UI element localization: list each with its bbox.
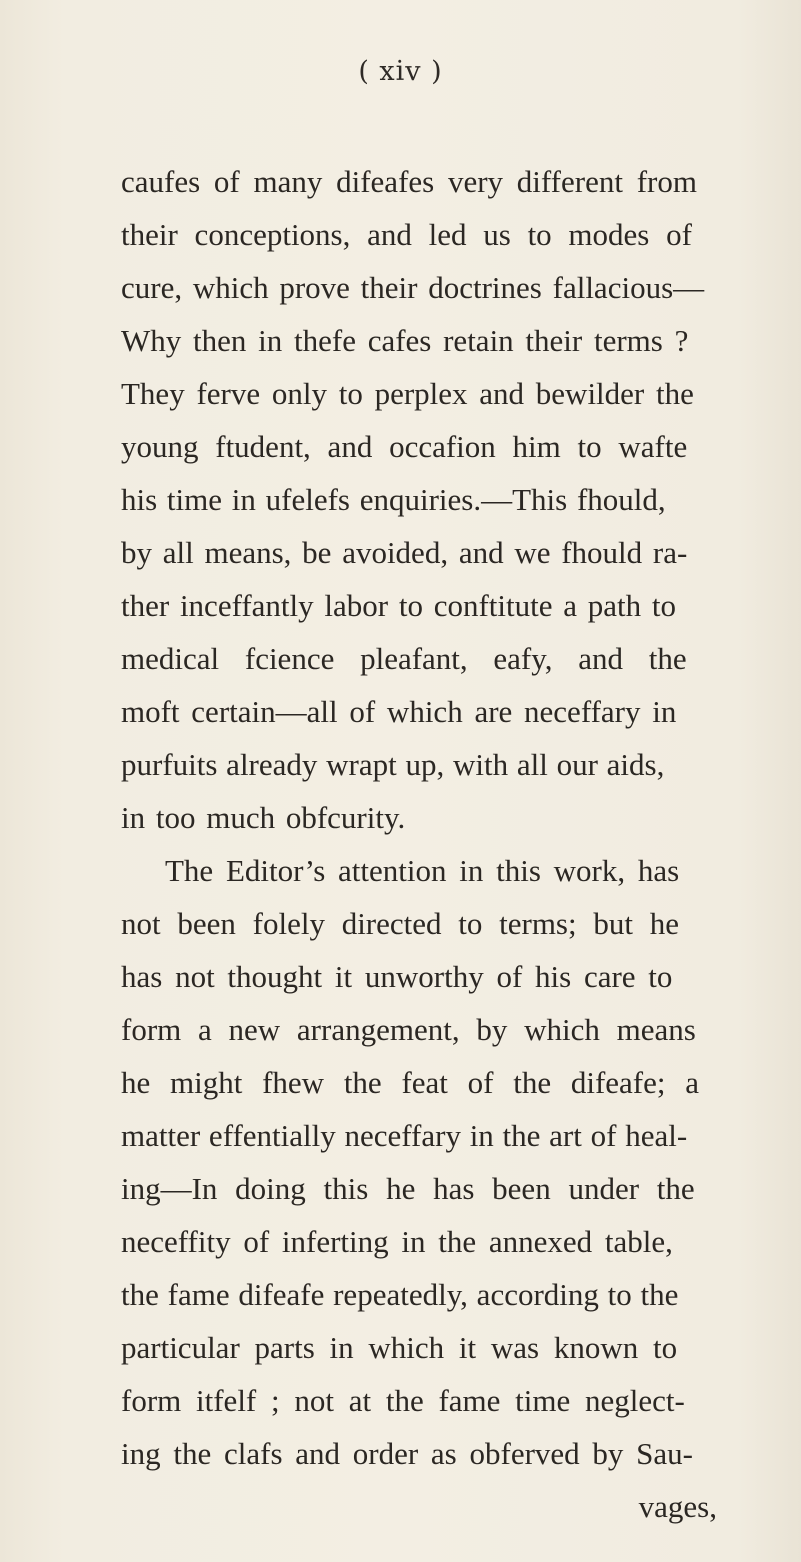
text-line: his time in ufelefs enquiries.—This fhould, <box>121 482 666 517</box>
text-line: caufes of many difeafes very different from <box>121 164 697 199</box>
text-line: has not thought it unworthy of his care to <box>121 959 673 994</box>
text-line: ing the clafs and order as obferved by Sau- <box>121 1436 693 1471</box>
text-line: They ferve only to perplex and bewilder the <box>121 376 694 411</box>
text-line: not been folely directed to terms; but he <box>121 906 679 941</box>
text-line: he might fhew the feat of the difeafe; a <box>121 1065 699 1100</box>
text-line: neceffity of inferting in the annexed table, <box>121 1224 673 1259</box>
catchword: vages, <box>638 1489 717 1524</box>
text-line: ther inceffantly labor to conftitute a path to <box>121 588 676 623</box>
text-line: purfuits already wrapt up, with all our aids, <box>121 747 665 782</box>
text-line: The Editor’s attention in this work, has <box>165 853 680 888</box>
text-line: form itfelf ; not at the fame time neglect- <box>121 1383 685 1418</box>
text-line: by all means, be avoided, and we fhould ra- <box>121 535 688 570</box>
text-line: particular parts in which it was known to <box>121 1330 678 1365</box>
text-line: matter effentially neceffary in the art of heal- <box>121 1118 688 1153</box>
text-line: moft certain—all of which are neceffary in <box>121 694 677 729</box>
text-line: ing—In doing this he has been under the <box>121 1171 695 1206</box>
text-line: their conceptions, and led us to modes of <box>121 217 692 252</box>
text-line: young ftudent, and occafion him to wafte <box>121 429 688 464</box>
text-line: Why then in thefe cafes retain their terms ? <box>121 323 689 358</box>
text-line: the fame difeafe repeatedly, according to the <box>121 1277 679 1312</box>
text-line: cure, which prove their doctrines fallacious— <box>121 270 705 305</box>
text-line: form a new arrangement, by which means <box>121 1012 696 1047</box>
text-line: in too much obfcurity. <box>121 800 406 835</box>
text-line: medical fcience pleafant, eafy, and the <box>121 641 687 676</box>
page-number: ( xiv ) <box>358 56 443 87</box>
